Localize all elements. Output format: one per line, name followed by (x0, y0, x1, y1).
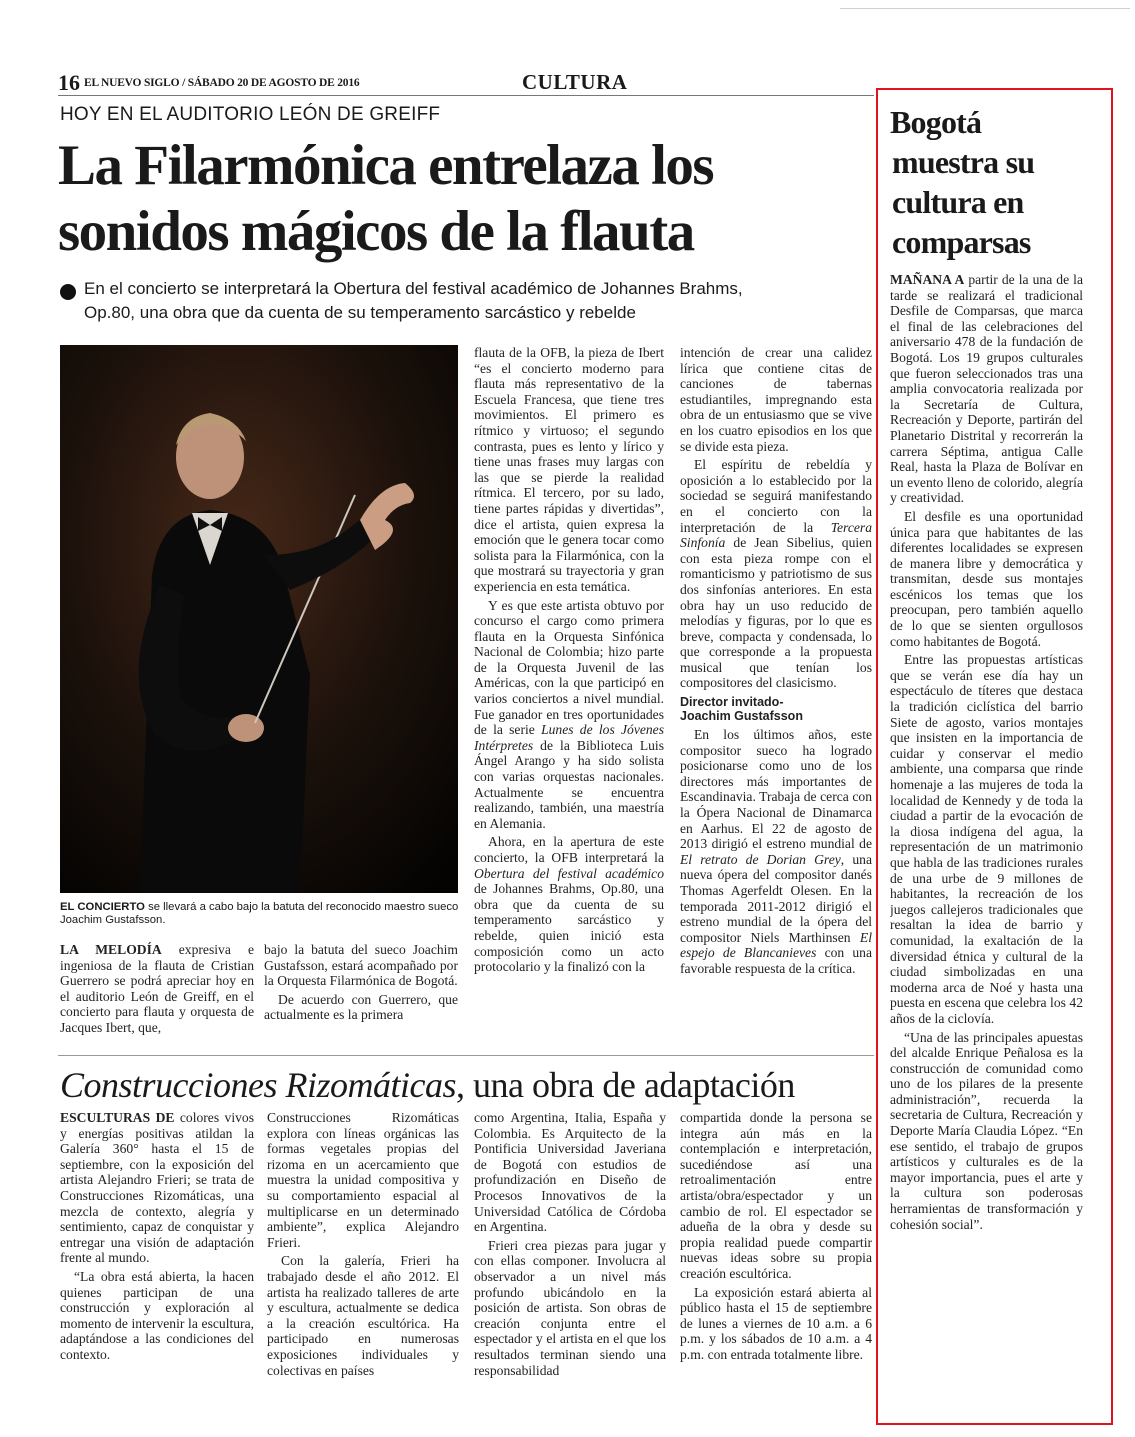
second-col-2-p2: Con la galería, Frieri ha trabajado desde el año 2012. El artista ha realizado talleres de arte y escultura, actualmente se dedica a la creación escultórica. Ha participado en numerosas exposiciones individuales y colectivas en países (267, 1253, 459, 1378)
page-number: 16 (58, 70, 80, 95)
section-label: CULTURA (522, 70, 628, 94)
main-col-4-p3-italic-1: El retrato de Dorian Grey (680, 851, 841, 867)
main-col-1 (60, 942, 254, 1050)
headline-line-1: La Filarmónica entrelaza los (58, 134, 714, 197)
article-divider (58, 1055, 874, 1056)
main-col-3-p2-italic: Lunes de los Jóvenes Intérpretes (474, 722, 664, 753)
main-col-4-p3a: En los últimos años, este compositor sueco ha logrado posicionarse como uno de los directores más importantes de Escandinavia. Trabaja de cerca con la Ópera Nacional de Dinamarca en Aarhus. El 22 de agosto de 2013 dirigió el estreno mundial de (680, 727, 872, 852)
second-col-3-p1: como Argentina, Italia, España y Colombia. Es Arquitecto de la Pontificia Universidad Javeriana de Bogotá con estudios de profundización en Diseño de Procesos Innovativos de la Universidad Católica de Córdoba en Argentina. (474, 1110, 666, 1235)
main-col-3-p3b: de Johannes Brahms, Op.80, una obra que da cuenta de su temperamento sarcástico y rebelde, quien inició esta composición como un acto protocolario y la finalizó con la (474, 881, 664, 975)
main-col-3-p3-italic: Obertura del festival académico (474, 865, 664, 881)
main-col-4-p2a: El espíritu de rebeldía y oposición a lo establecido por la sociedad se seguirá manifestando en el concierto con la interpretación de la (680, 457, 872, 535)
sidebar-title-line-3: cultura en (892, 184, 1024, 220)
deck-line-1: En el concierto se interpretará la Obertura del festival académico de Johannes Brahms, (84, 279, 743, 298)
second-col-2-p1: Construcciones Rizomáticas explora con líneas orgánicas las formas vegetales propias del rizoma en un acercamiento que muestra la unidad compositiva y su comportamiento espacial al multiplicarse en un determinado ambiente”, explica Alejandro Frieri. (267, 1110, 459, 1250)
main-col-2-p1: bajo la batuta del sueco Joachim Gustafsson, estará acompañado por la Orquesta Filarmónica de Bogotá. (264, 942, 458, 989)
second-col-1-p2: “La obra está abierta, la hacen quienes participan de una construcción y exploración al momento de intervenir la escultura, adaptándose a las condiciones del contexto. (60, 1268, 254, 1362)
second-col-2 (267, 1110, 459, 1398)
main-col-4-p2b: de Jean Sibelius, quien con esta pieza rompe con el romanticismo y patriotismo de sus dos sinfonías anteriores. En esta obra hay un uso reducido de melodías y figuras, por lo que es breve, compacta y condensada, lo que corresponde a la propuesta musical que tenían los compositores del clasicismo. (680, 535, 872, 691)
sidebar-p2: El desfile es una oportunidad única para que habitantes de las diferentes localidades se expresen de manera libre y democrática y transmitan, desde sus montajes escénicos los temas que los preocupan, pero también aquello de lo que se sienten orgullosos como habitantes de Bogotá. (890, 508, 1083, 649)
subheading (680, 695, 872, 723)
sidebar-lead-word: MAÑANA A (890, 272, 965, 287)
photo-caption (60, 901, 460, 927)
sidebar-p4: “Una de las principales apuestas del alcalde Enrique Peñalosa es la construcción de comunidad como uno de los pilares de la presente administración”, recuerda la secretaria de Cultura, Recreación y Deporte María Claudia López. “En ese sentido, el trabajo de grupos artísticos y culturales es de la mayor importancia, pues el arte y la cultura son poderosas herramientas de transformación y cohesión social”. (890, 1029, 1083, 1232)
scan-edge-line (840, 8, 1130, 9)
sidebar-title-line-4: comparsas (892, 224, 1031, 260)
conductor-photo (60, 345, 458, 893)
kicker: HOY EN EL AUDITORIO LEÓN DE GREIFF (60, 104, 441, 125)
main-col-3-p2a: Y es que este artista obtuvo por concurso el cargo como primera flauta en la Orquesta Sinfónica Nacional de Colombia; hizo parte de la Orquesta Juvenil de las Américas, con la que participó en varios conciertos a nivel mundial. Fue ganador en tres oportunidades de la serie (474, 597, 664, 738)
sidebar-body (890, 272, 1083, 1412)
main-col-4-p2-italic: Tercera Sinfonía (680, 519, 872, 551)
second-headline-italic: Construcciones Rizomáticas (60, 1065, 456, 1105)
main-col-4-p1: intención de crear una calidez lírica que contiene citas de canciones de tabernas estudiantiles, impregnando esta obra de un entusiasmo que se vive en los cuatro episodios en los que se divide esta pieza. (680, 345, 872, 454)
main-col-1-text: expresiva e ingeniosa de la flauta de Cristian Guerrero se podrá apreciar hoy en el auditorio León de Greiff, en el concierto para flauta y orquesta de Jacques Ibert, que, (60, 942, 254, 1035)
subheading-line-2: Joachim Gustafsson (680, 709, 803, 724)
main-col-3-p3a: Ahora, en la apertura de este concierto, la OFB interpretará la (474, 834, 664, 865)
second-col-4-p2: La exposición estará abierta al público hasta el 15 de septiembre de lunes a viernes de 10 a.m. a 6 p.m. y los sábados de 10 a.m. a 4 p.m. con entrada totalmente libre. (680, 1284, 872, 1362)
caption-text-1: se llevará a cabo bajo la batuta del reconocido maestro sueco (144, 901, 459, 913)
second-headline (60, 1064, 795, 1106)
sidebar-title (890, 102, 1034, 262)
caption-text-2: Joachim Gustafsson. (60, 914, 166, 926)
second-col-3 (474, 1110, 666, 1398)
sidebar-p3: Entre las propuestas artísticas que se verán ese día hay un espectáculo de títeres que destaca la tradición ciclística del barrio Siete de agosto, varios montajes que insisten en la importancia de cuidar y conservar el medio ambiente, una comparsa que rinde homenaje a las mujeres de toda la localidad de Kennedy y de toda la ciudad a partir de la evocación de la diosa indígena del agua, la representación de un matrimonio que habla de las tradiciones rurales de una urbe de 9 millones de habitantes, la recreación de los juegos callejeros tradicionales que resaltan la idea de barrio y comunidad, la exaltación de la diversidad étnica y cultural de la ciudad simbolizadas en una moderna arca de Noé y hasta una puesta en escena que celebra los 42 años de la ciclovía. (890, 652, 1083, 1026)
sidebar-p1: partir de la una de la tarde se realizará el tradicional Desfile de Comparsas, que marca el final de las celebraciones del aniversario 478 de la fundación de Bogotá. Los 19 grupos culturales que fueron seleccionados tras una amplia convocatoria realizada por la Secretaría de Cultura, Recreación y Deporte, partirán del Planetario Distrital y recorrerán la carrera Séptima, antigua Calle Real, hasta la Plaza de Bolívar en un evento lleno de colorido, alegría y creatividad. (890, 272, 1083, 506)
main-col-4 (680, 345, 872, 1050)
bullet-dot-icon (60, 284, 76, 300)
caption-lead: EL CONCIERTO (60, 901, 145, 913)
deck-line-2: Op.80, una obra que da cuenta de su temperamento sarcástico y rebelde (84, 303, 636, 322)
sidebar-title-line-2: muestra su (892, 144, 1035, 180)
second-headline-rest: , una obra de adaptación (455, 1065, 795, 1105)
subheading-line-1: Director invitado- (680, 695, 784, 710)
second-col-4-p1: compartida donde la persona se integra aún más en la contemplación e interpretación, sucediéndose así una retroalimentación entre artista/obra/espectador y un cambio de rol. El espectador se adueña de la obra y desde su propia realidad puede compartir nuevas ideas sobre su propia creación escultórica. (680, 1110, 872, 1281)
main-col-3 (474, 345, 664, 1050)
header-rule (58, 95, 874, 96)
main-col-4-p3-italic-2: El espejo de Blancanieves (680, 929, 872, 961)
second-col-1-p1: colores vivos y energías positivas atildan la Galería 360° hasta el 15 de septiembre, con la exposición del artista Alejandro Frieri; se trata de Construcciones Rizomáticas, una mezcla de contexto, alegría y sentimiento, capaz de conquistar y entregar una visión de adaptación frente al mundo. (60, 1110, 254, 1266)
main-lead-word: LA MELODÍA (60, 942, 162, 957)
second-col-4 (680, 1110, 872, 1398)
sidebar-title-line-1: Bogotá (890, 104, 982, 140)
second-lead-word: ESCULTURAS DE (60, 1110, 175, 1125)
main-col-3-p1: flauta de la OFB, la pieza de Ibert “es el concierto moderno para flauta más representativo de la Escuela Francesa, que tiene tres movimientos. El primero es rítmico y virtuoso; el segundo contrasta, pues es lento y lírico y tiene unas frases muy largas con las que se pierde la realidad rítmica. El tercero, por su lado, tiene partes rápidas y divertidas”, dice el artista, quien expresa la emoción que le genera tocar como solista para la Filarmónica, con la que mostrará su trayectoria y gran experiencia en esta temática. (474, 345, 664, 594)
main-col-2-p2: De acuerdo con Guerrero, que actualmente es la primera (264, 991, 458, 1023)
main-col-4-p3b: , una nueva ópera del compositor danés Thomas Agerfeldt Olesen. En la temporada 2011-2012 dirigió el estreno mundial de la ópera del compositor Niels Marthinsen (680, 851, 872, 945)
main-col-3-p2b: de la Biblioteca Luis Ángel Arango y ha sido solista con varias orquestas nacionales. Actualmente se encuentra realizando, también, una maestría en Alemania. (474, 737, 664, 831)
main-col-2 (264, 942, 458, 1050)
second-col-3-p2: Frieri crea piezas para jugar y con ellas componer. Involucra al observador a un nivel más profundo ubicándolo en la posición de artista. Son obras de creación conjunta entre el espectador y el artista en el que los resultados terminan siendo una responsabilidad (474, 1237, 666, 1378)
second-col-1 (60, 1110, 254, 1398)
headline-line-2: sonidos mágicos de la flauta (58, 200, 694, 263)
masthead: EL NUEVO SIGLO / SÁBADO 20 DE AGOSTO DE 2016 (84, 77, 360, 89)
main-col-4-p3c: con una favorable respuesta de la crítica. (680, 945, 872, 976)
